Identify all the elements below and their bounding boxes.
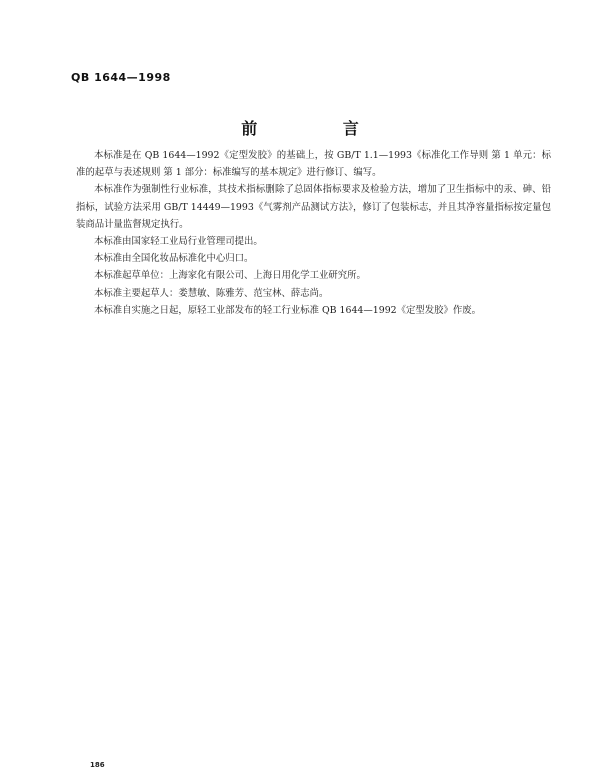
paragraph-proposer: 本标准由国家轻工业局行业管理司提出。 bbox=[94, 236, 263, 248]
paragraph-centralized: 本标准由全国化妆品标准化中心归口。 bbox=[94, 253, 254, 265]
paragraph-drafting-units: 本标准起草单位：上海家化有限公司、上海日用化学工业研究所。 bbox=[94, 270, 366, 282]
paragraph-drafters: 本标准主要起草人：娄慧敏、陈雅芳、范宝林、薛志尚。 bbox=[94, 287, 329, 299]
paragraph-changes: 本标准作为强制性行业标准，其技术指标删除了总固体指标要求及检验方法，增加了卫生指标中的汞、砷、铅指标，试验方法采用 GB/T 14449—1993《气雾剂产品测试方法》，修订了包装标志，并且其净容量指标按定量包装商品计量监督规定执行。 bbox=[76, 184, 551, 230]
standard-code: QB 1644—1998 bbox=[71, 71, 171, 84]
page-number: 186 bbox=[90, 761, 105, 769]
paragraph-basis: 本标准是在 QB 1644—1992《定型发胶》的基础上，按 GB/T 1.1—1993《标准化工作导则 第 1 单元：标准的起草与表述规则 第 1 部分：标准编写的基本规定》进行修订、编写。 bbox=[76, 150, 551, 179]
foreword-body bbox=[76, 147, 551, 319]
page-title: 前 言 bbox=[241, 119, 399, 138]
paragraph-supersedes: 本标准自实施之日起，原轻工业部发布的轻工行业标准 QB 1644—1992《定型发胶》作废。 bbox=[94, 304, 482, 316]
